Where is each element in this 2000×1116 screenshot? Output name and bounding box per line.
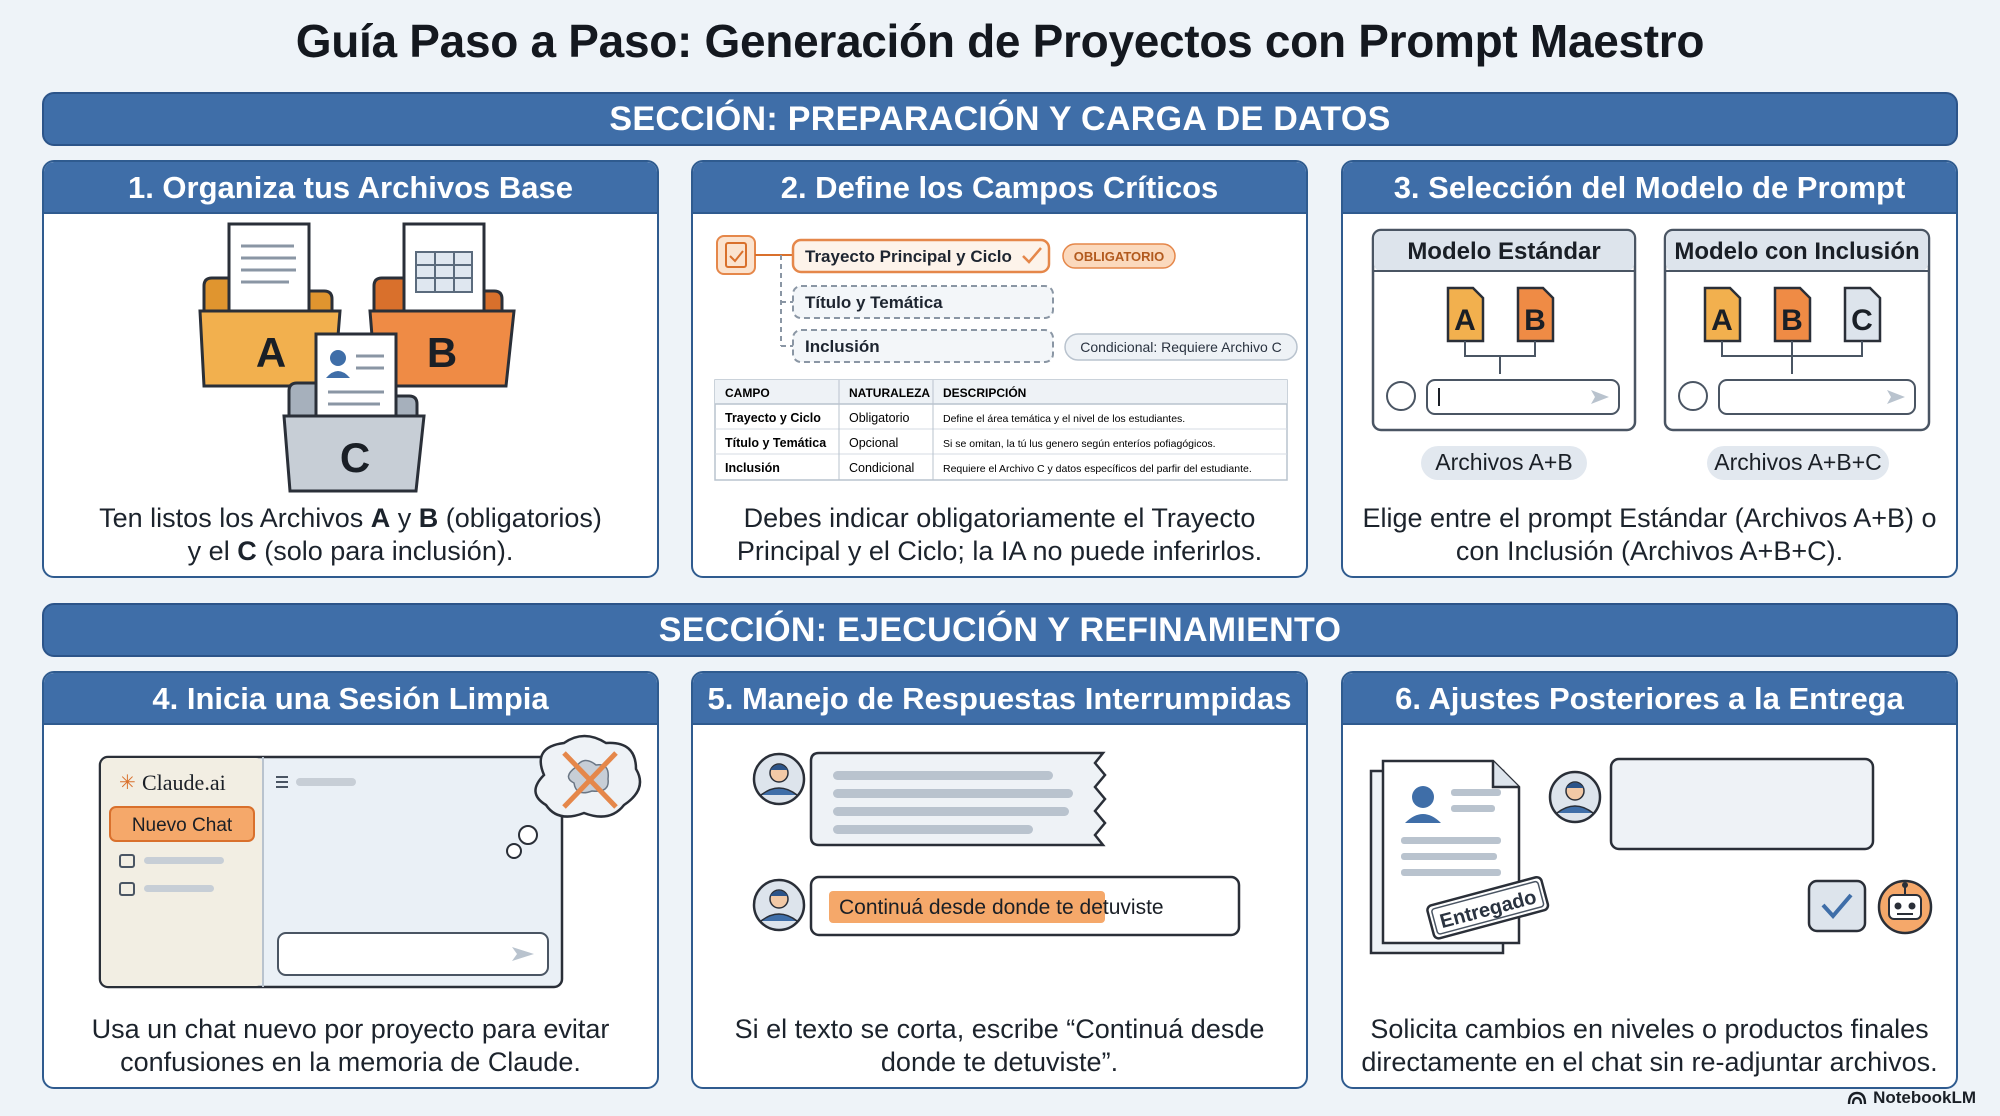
- sparkle-icon: ✳: [119, 772, 136, 794]
- card-sesion-limpia: [42, 671, 659, 1089]
- table-header: CAMPO: [725, 386, 770, 400]
- stamp-label: Entregado: [1437, 886, 1539, 934]
- chat-input: [278, 933, 548, 975]
- table-cell: Inclusión: [725, 461, 780, 475]
- table-header: NATURALEZA: [849, 386, 931, 400]
- user-message-bubble: [1611, 759, 1873, 849]
- table-cell: Define el área temática y el nivel de los estudiantes.: [943, 413, 1186, 425]
- folders-illustration: [44, 216, 659, 496]
- field-inclusion-label: Inclusión: [805, 337, 880, 356]
- table-cell: Si se omitan, la tú lus genero según enteríos pofiagógicos.: [943, 438, 1216, 450]
- folder-b-label: B: [426, 329, 458, 376]
- card-description: Si el texto se corta, escribe “Continuá desde donde te detuviste”.: [734, 1014, 1265, 1077]
- badge-condicional: Condicional: Requiere Archivo C: [1080, 339, 1282, 355]
- model-inclusion-file-b: B: [1781, 304, 1803, 337]
- user-avatar-icon: [754, 880, 804, 930]
- model-standard-file-b: B: [1524, 304, 1546, 337]
- page-title: Guía Paso a Paso: Generación de Proyectos con Prompt Maestro: [295, 15, 1705, 67]
- app-name: Claude.ai: [142, 770, 226, 795]
- confirm-check-icon: [1809, 881, 1865, 931]
- robot-icon: [1879, 881, 1931, 933]
- user-avatar-icon: [754, 754, 804, 804]
- card-title: 2. Define los Campos Críticos: [693, 162, 1306, 214]
- card-description: Debes indicar obligatoriamente el Trayecto Principal y el Ciclo; la IA no puede inferirlos.: [736, 503, 1263, 566]
- model-inclusion-title: Modelo con Inclusión: [1674, 238, 1920, 265]
- field-titulo-label: Título y Temática: [805, 293, 943, 312]
- card-seleccion-modelo: [1341, 160, 1958, 578]
- card-ajustes-posteriores: [1341, 671, 1958, 1089]
- model-inclusion-caption: Archivos A+B+C: [1714, 449, 1882, 475]
- table-cell: Opcional: [849, 436, 899, 450]
- field-trayecto-label: Trayecto Principal y Ciclo: [805, 247, 1012, 266]
- user-avatar-icon: [1550, 772, 1600, 822]
- table-header: DESCRIPCIÓN: [943, 386, 1027, 400]
- table-cell: Trayecto y Ciclo: [725, 411, 821, 425]
- chat-input: [1719, 380, 1915, 414]
- new-chat-label: Nuevo Chat: [131, 815, 233, 836]
- model-standard-file-a: A: [1454, 304, 1476, 337]
- interrupted-chat-illustration: [693, 727, 1308, 1007]
- section-header-preparacion: SECCIÓN: PREPARACIÓN Y CARGA DE DATOS: [42, 92, 1958, 146]
- brand-footer: [1847, 1088, 1976, 1108]
- card-title: 1. Organiza tus Archivos Base: [44, 162, 657, 214]
- card-title: 6. Ajustes Posteriores a la Entrega: [1343, 673, 1956, 725]
- delivered-document-illustration: [1343, 727, 1958, 1007]
- model-standard-window: [1373, 230, 1635, 430]
- chat-bubble-icon: [1387, 382, 1415, 410]
- model-standard-caption: Archivos A+B: [1435, 449, 1573, 475]
- table-cell: Requiere el Archivo C y datos específicos del parfir del estudiante.: [943, 463, 1252, 475]
- table-cell: Condicional: [849, 461, 915, 475]
- table-cell: Obligatorio: [849, 411, 910, 425]
- card-define-campos: [691, 160, 1308, 578]
- folder-a-label: A: [255, 329, 287, 376]
- models-illustration: [1343, 216, 1958, 496]
- model-inclusion-window: [1665, 230, 1929, 430]
- card-title: 5. Manejo de Respuestas Interrumpidas: [693, 673, 1306, 725]
- table-cell: Título y Temática: [725, 436, 827, 450]
- continue-prompt-text: Continuá desde donde te detuviste: [839, 896, 1164, 919]
- chat-window-illustration: [44, 727, 659, 1007]
- card-description: Elige entre el prompt Estándar (Archivos A+B) o con Inclusión (Archivos A+B+C).: [1362, 503, 1937, 566]
- chat-bubble-icon: [1679, 382, 1707, 410]
- notebooklm-logo-icon: [1847, 1090, 1867, 1106]
- section-header-ejecucion: SECCIÓN: EJECUCIÓN Y REFINAMIENTO: [42, 603, 1958, 657]
- model-inclusion-file-a: A: [1711, 304, 1733, 337]
- card-description: Solicita cambios en niveles o productos finales directamente en el chat sin re-adjuntar archivos.: [1361, 1014, 1938, 1077]
- card-description: Ten listos los Archivos A y B (obligatorios) y el C (solo para inclusión).: [99, 503, 602, 566]
- folder-c-label: C: [339, 434, 371, 481]
- clipboard-icon: [717, 236, 755, 274]
- new-chat-button[interactable]: [110, 807, 254, 841]
- card-respuestas-interrumpidas: [691, 671, 1308, 1089]
- chat-input: [1427, 380, 1619, 414]
- model-standard-title: Modelo Estándar: [1407, 238, 1601, 265]
- card-title: 4. Inicia una Sesión Limpia: [44, 673, 657, 725]
- brand-name: NotebookLM: [1873, 1088, 1976, 1107]
- card-title: 3. Selección del Modelo de Prompt: [1343, 162, 1956, 214]
- card-organiza-archivos: [42, 160, 659, 578]
- fields-table: [715, 380, 1287, 480]
- fields-illustration: [693, 216, 1308, 496]
- model-inclusion-file-c: C: [1851, 304, 1873, 337]
- badge-obligatorio: OBLIGATORIO: [1073, 249, 1165, 264]
- card-description: Usa un chat nuevo por proyecto para evitar confusiones en la memoria de Claude.: [91, 1014, 610, 1077]
